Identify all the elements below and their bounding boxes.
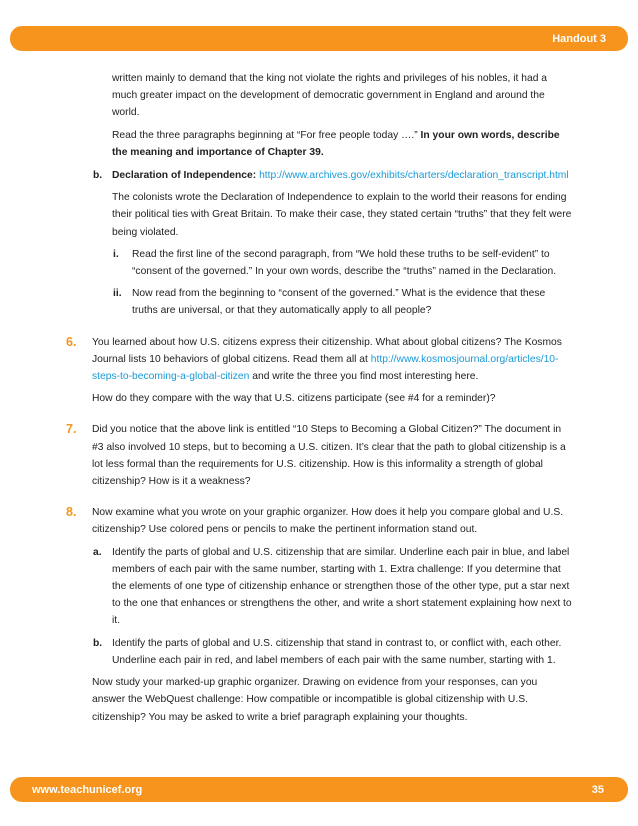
sub-b-text: Identify the parts of global and U.S. citizenship that stand in contrast to, or conflict with, each other. Underline each pair in red, and label members of each pair with the same number, starting with 1.	[112, 637, 562, 666]
intro-read-bold: In your own words, describe the meaning and importance of Chapter 39.	[112, 129, 560, 158]
item-8-marker: 8.	[66, 505, 77, 520]
intro-read-paragraph	[112, 127, 570, 161]
page-number: 35	[591, 783, 604, 796]
intro-read-text: Read the three paragraphs beginning at “For free people today ….”	[112, 129, 418, 141]
sub-a-text: Identify the parts of global and U.S. citizenship that are similar. Underline each pair in blue, and label members of each pair with the same number, starting with 1. Extra challenge: If you determine that the elements of one type of citizenship enhance or strengthen those of the other type, put a star next to the one that enhances or strengthens the other, and write a short statement explaining how next to it.	[112, 546, 572, 627]
item-b-paragraph: The colonists wrote the Declaration of Independence to explain to the world their reasons for ending their political ties with Great Britain. To make their case, they stated certain “truths” that they felt were being violated.	[112, 192, 572, 238]
item-6-text-before: You learned about how U.S. citizens express their citizenship. What about global citizens? The Kosmos Journal lists 10 behaviors of global citizens. Read them all at	[92, 336, 562, 365]
handout-label: Handout 3	[552, 32, 606, 45]
item-7-marker: 7.	[66, 422, 77, 437]
item-6-text-after: and write the three you find most interesting here.	[252, 371, 479, 383]
item-6-text	[92, 334, 566, 386]
handout-header-bar	[10, 26, 628, 51]
item-b-title: Declaration of Independence:	[112, 170, 257, 182]
handout-content	[0, 70, 638, 726]
sub-ii-marker: ii.	[113, 288, 122, 300]
item-b-sub-ii	[0, 285, 638, 319]
sub-a-marker: a.	[93, 546, 102, 558]
item-b-sub-i	[0, 246, 638, 280]
sub-b-marker: b.	[93, 637, 103, 649]
item-b-declaration	[0, 167, 638, 320]
item-8-text: Now examine what you wrote on your graphic organizer. How does it help you compare global and U.S. citizenship? Use colored pens or pencils to make the pertinent information stand out.	[92, 507, 564, 536]
footer-url[interactable]: www.teachunicef.org	[32, 783, 143, 796]
item-6	[0, 334, 638, 408]
item-8	[0, 504, 638, 725]
item-6-marker: 6.	[66, 334, 77, 349]
intro-continued-paragraph: written mainly to demand that the king not violate the rights and privileges of his nobles, it had a much greater impact on the development of democratic government in England and around the world.	[112, 73, 548, 119]
item-6-question: How do they compare with the way that U.S. citizens participate (see #4 for a reminder)?	[92, 393, 496, 405]
item-b-heading	[112, 167, 572, 184]
item-b-marker: b.	[93, 170, 103, 182]
item-8-closing: Now study your marked-up graphic organizer. Drawing on evidence from your responses, can you answer the WebQuest challenge: How compatible or incompatible is global citizenship with U.S. citizenship? You may be asked to write a brief paragraph explaining your thoughts.	[92, 677, 538, 723]
kosmos-link[interactable]: http://www.kosmosjournal.org/articles/10-steps-to-becoming-a-global-citizen	[92, 353, 559, 383]
handout-footer-bar	[10, 777, 628, 802]
item-7-text: Did you notice that the above link is entitled “10 Steps to Becoming a Global Citizen?” The document in #3 also involved 10 steps, but to becoming a U.S. citizen. It’s clear that the path to global citizenship is a lot less formal than the requirements for U.S. citizenship. How is this informality a strength of global citizenship? How is it a weakness?	[92, 424, 566, 488]
sub-i-marker: i.	[113, 248, 119, 260]
declaration-link[interactable]: http://www.archives.gov/exhibits/charters/declaration_transcript.html	[259, 170, 569, 182]
item-7	[0, 421, 638, 490]
sub-i-text: Read the first line of the second paragraph, from “We hold these truths to be self-evident” to “consent of the governed.” In your own words, describe the “truths” named in the Declaration.	[132, 248, 557, 278]
item-8-sub-b	[0, 635, 638, 669]
item-8-sub-a	[0, 544, 638, 630]
sub-ii-text: Now read from the beginning to “consent of the governed.” What is the evidence that these truths are universal, or that they automatically apply to all people?	[132, 288, 546, 317]
